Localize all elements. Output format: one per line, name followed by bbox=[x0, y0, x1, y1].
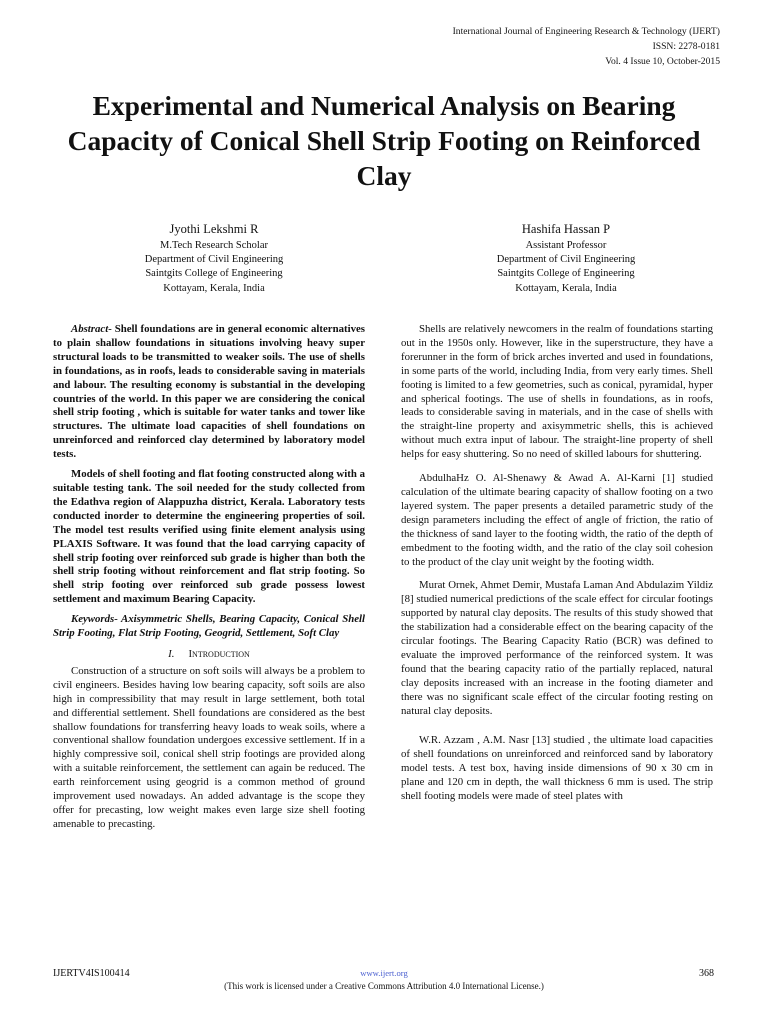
journal-volume: Vol. 4 Issue 10, October-2015 bbox=[605, 56, 720, 67]
author-location: Kottayam, Kerala, India bbox=[163, 282, 265, 294]
author-role: Assistant Professor bbox=[525, 240, 607, 251]
author-department: Department of Civil Engineering bbox=[144, 254, 284, 266]
body-paragraph-1: Shells are relatively newcomers in the realm of foundations starting out in the 1950s only. However, like in the superstructure, they have a forerunner in the form of brick arches inverted and used in foundations, in some parts of the world, including India, from very early times. Shell footing is limited to a few geometries, such as conical, pyramidal, hyper and spherical footings. The use of shells in foundations, as in roofs, leads to considerable saving in materials, and in the case of shells with the straight-line property and axisymmetric shells, this is achieved without much extra input of labour. The straight-line property of shell helps for easy shuttering. So no need of skilled labours for shuttering. bbox=[401, 323, 713, 461]
abstract-label: Abstract- bbox=[71, 323, 112, 335]
author-role: M.Tech Research Scholar bbox=[159, 240, 268, 251]
section-number: I. bbox=[168, 647, 175, 660]
footer-website-link[interactable]: www.ijert.org bbox=[360, 968, 408, 978]
left-column bbox=[53, 323, 365, 832]
footer-paper-id: IJERTV4IS100414 bbox=[53, 968, 130, 979]
author-location: Kottayam, Kerala, India bbox=[515, 282, 617, 294]
journal-name: International Journal of Engineering Research & Technology (IJERT) bbox=[452, 26, 720, 37]
keywords-label: Keywords- bbox=[71, 613, 118, 626]
keywords-text: Axisymmetric Shells, Bearing Capacity, Conical Shell Strip Footing, Flat Strip Footing, Geogrid, Settlement, Soft Clay bbox=[53, 613, 365, 640]
journal-header bbox=[453, 24, 720, 69]
body-paragraph-3: Murat Ornek, Ahmet Demir, Mustafa Laman And Abdulazim Yildiz [8] studied numerical predictions of the scale effect for circular footings supported by natural clay deposits. The results of this study showed that the stabilization had a considerable effect on the bearing capacity of the circular footings. The Bearing Capacity Ratio (BCR) was defined to evaluate the improved performance of the reinforced system. It was found that the bearing capacity ratio of the partially replaced, natural clay deposits increased with an increase in the footing diameter and there was no significant scale effect of the circular footing resting on natural clay deposits. bbox=[401, 579, 713, 717]
section-heading-introduction bbox=[53, 647, 365, 661]
author-department: Department of Civil Engineering bbox=[496, 254, 636, 266]
author-name: Jyothi Lekshmi R bbox=[169, 222, 259, 236]
right-column bbox=[401, 323, 713, 804]
section-title: Introduction bbox=[188, 647, 250, 660]
introduction-paragraph: Construction of a structure on soft soils will always be a problem to civil engineers. Besides having low bearing capacity, soft soils are also high in compressibility that may result in large settlement, both total and differential settlement. Shell foundations are considered as the best shallow foundations for transferring heavy loads to weak soils, where a conventional shallow foundation undergoes excessive settlement. If in a highly compressive soil, conical shell strip footings are provided along with a suitable reinforcement, the settlement can again be reduced. The earth reinforcement using geogrid is a common method of ground improvement used nowadays. An added advantage is the scope they offer for precasting, low weight makes even large size shell footing amenable to precasting. bbox=[53, 664, 365, 830]
abstract-paragraph bbox=[53, 323, 365, 462]
author-block-1 bbox=[94, 221, 334, 296]
author-block-2 bbox=[446, 221, 686, 296]
page-number: 368 bbox=[699, 968, 714, 979]
abstract-text: Shell foundations are in general economic alternatives to plain shallow foundations in situations involving heavy super structural loads to be transmitted to weaker soils. The use of shells in foundations, as in roofs, leads to considerable saving in materials and labour. The resulting economy is substantial in the developing countries of the world. In this paper we are considering the conical shell strip footing , which is suitable for water tanks and tower like structures. The ultimate load capacities of shell foundations on unreinforced and reinforced clay determined by laboratory model tests. bbox=[53, 323, 365, 461]
body-paragraph-2: AbdulhaHz O. Al-Shenawy & Awad A. Al-Karni [1] studied calculation of the ultimate bearing capacity of shallow footing on a two layered system. The paper presents a detailed parametric study of the design parameters including the effect of angle of friction, the ratio of the thickness of sand layer to the footing width, the ratio of the depth of embedment to the footing width, and the ratio of the clay soil cohesion to the product of the clay unit weight by the footing width. bbox=[401, 472, 713, 568]
author-name: Hashifa Hassan P bbox=[521, 222, 611, 236]
author-institution: Saintgits College of Engineering bbox=[497, 268, 635, 280]
keywords-paragraph bbox=[53, 613, 365, 641]
footer-license: (This work is licensed under a Creative Commons Attribution 4.0 International License.) bbox=[224, 981, 544, 991]
author-institution: Saintgits College of Engineering bbox=[145, 268, 283, 280]
paper-title: Experimental and Numerical Analysis on Bearing Capacity of Conical Shell Strip Footing on Reinforced Clay bbox=[67, 90, 701, 191]
abstract-paragraph-2: Models of shell footing and flat footing constructed along with a suitable testing tank. The soil needed for the study collected from the Edathva region of Alappuzha district, Kerala. Laboratory tests conducted inorder to determine the engineering properties of soil. The model test results verified using finite element analysis using PLAXIS Software. It was found that the load carrying capacity of shell strip footing over reinforced sub grade is higher than both the shell strip footing without reinforcement and flat strip footing. So shell strip footing over reinforced sub grade possess lowest settlement and maximum Bearing Capacity. bbox=[53, 468, 365, 606]
body-paragraph-4: W.R. Azzam , A.M. Nasr [13] studied , the ultimate load capacities of shell foundations on unreinforced and reinforced sand by laboratory model tests. A test box, having inside dimensions of 90 x 30 cm in plane and 120 cm in depth, the wall thickness 6 mm is used. The strip shell footing models were made of steel plates with bbox=[401, 734, 713, 803]
journal-issn: ISSN: 2278-0181 bbox=[652, 41, 720, 52]
